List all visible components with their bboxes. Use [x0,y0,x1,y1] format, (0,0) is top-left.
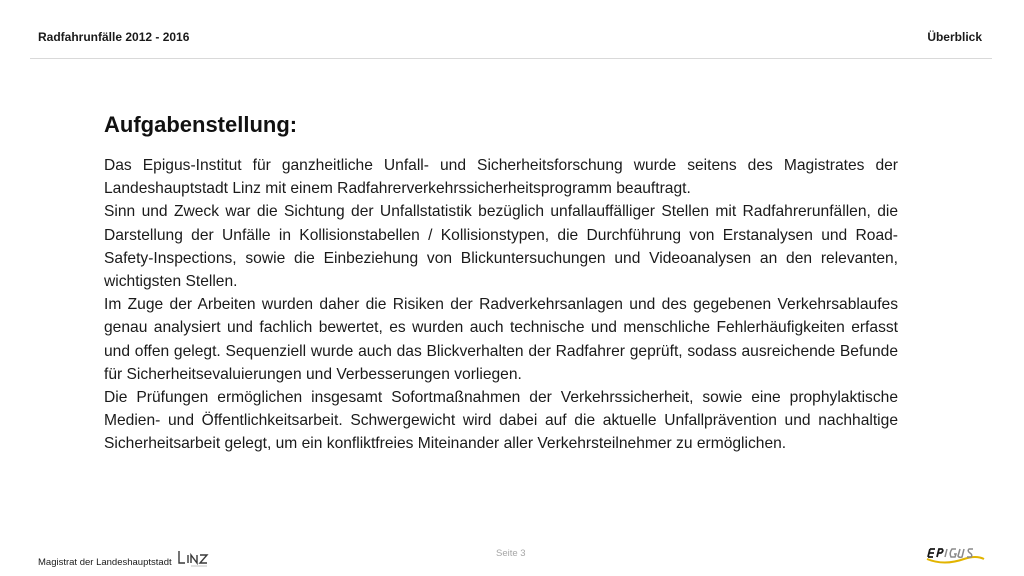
organization-name: Magistrat der Landeshauptstadt [38,557,172,568]
paragraph-measures: Die Prüfungen ermöglichen insgesamt Sofortmaßnahmen der Verkehrssicherheit, sowie eine prophylaktische Medien- und Öffentlichkeitsarbeit. Schwergewicht wird dabei auf die aktuelle Unfallprävention und nachhaltige Sicherheitsarbeit gelegt, um ein konfliktfreies Miteinander aller Verkehrsteilnehmer zu ermöglichen. [104,389,898,453]
paragraph-purpose: Sinn und Zweck war die Sichtung der Unfallstatistik bezüglich unfallauffälliger Stellen mit Radfahrerunfällen, die Darstellung der Unfälle in Kollisionstabellen / Kollisionstypen, die Durchführung von Erstanalysen und Road-Safety-Inspections, sowie die Einbeziehung von Blickuntersuchungen und Videoanalysen an den relevanten, wichtigsten Stellen. [104,203,898,291]
paragraph-intro: Das Epigus-Institut für ganzheitliche Unfall- und Sicherheitsforschung wurde seitens des Magistrates der Landeshauptstadt Linz mit einem Radfahrerverkehrssicherheitsprogramm beauftragt. [104,157,898,198]
page-heading: Aufgabenstellung: [104,112,298,137]
paragraph-analysis: Im Zuge der Arbeiten wurden daher die Risiken der Radverkehrsanlagen und des gegebenen Verkehrsablaufes genau analysiert und fachlich bewertet, es wurden auch technische und menschliche Fehlerhäufigkeiten erfasst und offen gelegt. Sequenziell wurde auch das Blickverhalten der Radfahrer geprüft, sodass ausreichende Befunde für Sicherheitsevaluierungen und Verbesserungen vorliegen. [104,296,898,383]
epigus-logo-icon [926,546,986,573]
section-label: Überblick [927,30,982,44]
page-number: Seite 3 [496,548,526,559]
document-title: Radfahrunfälle 2012 - 2016 [38,30,190,44]
main-content [104,112,898,456]
footer-organization [38,547,211,568]
header-divider [30,58,992,59]
linz-logo-icon [177,550,211,571]
